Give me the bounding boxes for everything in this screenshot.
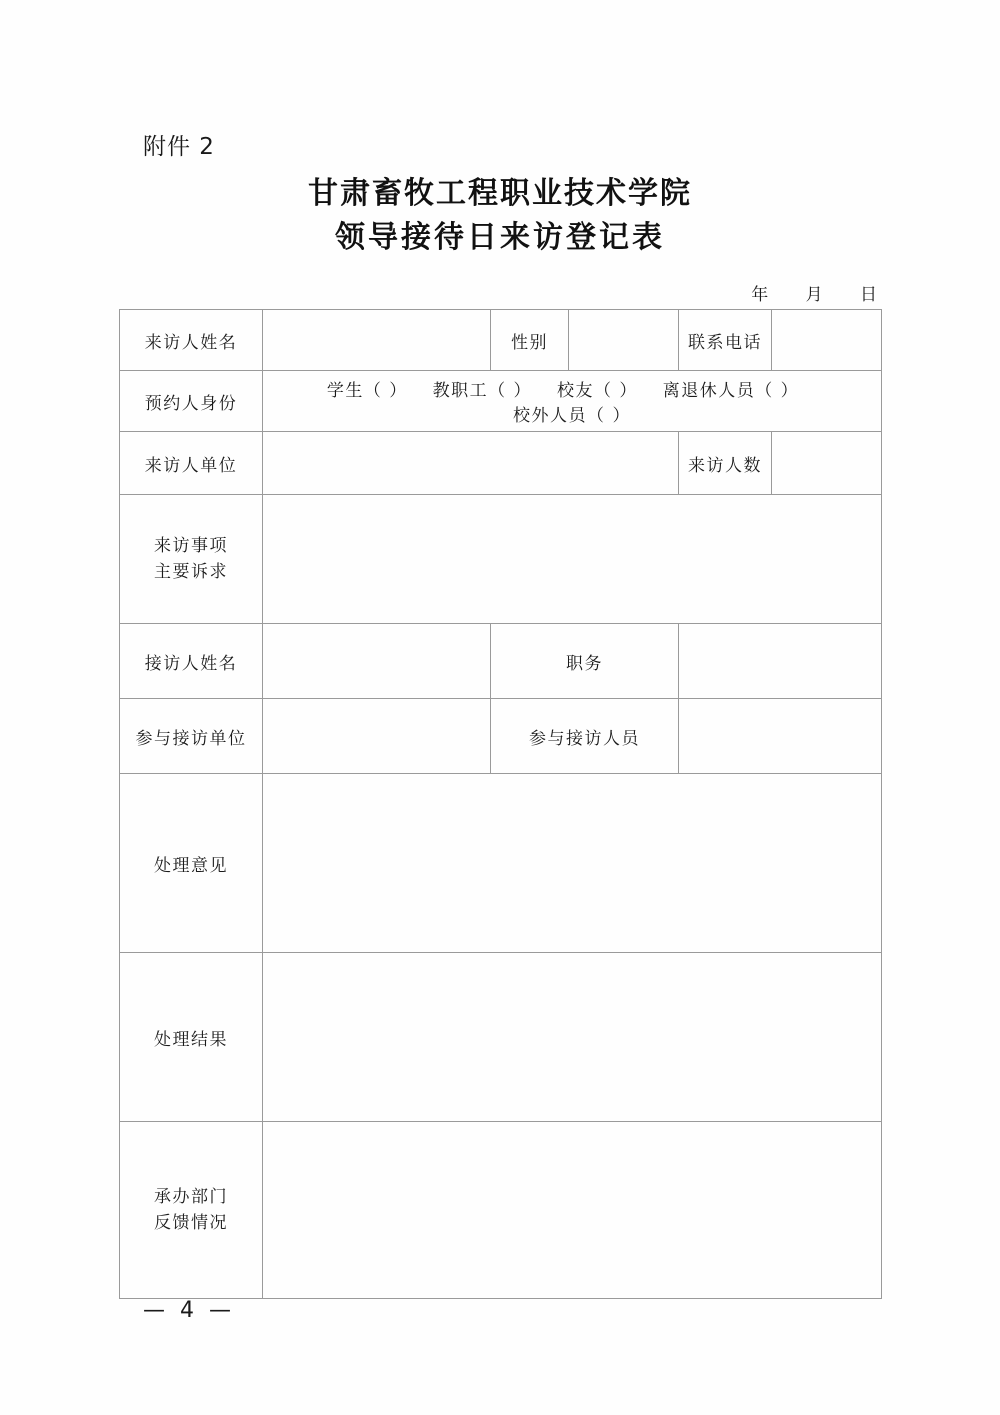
visitor-name-field[interactable] [263, 310, 491, 371]
visit-matter-label [120, 495, 263, 624]
receiver-name-label: 接访人姓名 [120, 624, 263, 699]
attachment-label: 附件 2 [143, 134, 215, 160]
page-number: — 4 — [143, 1298, 235, 1323]
department-feedback-label-line-2: 反馈情况 [154, 1213, 228, 1233]
position-field[interactable] [679, 624, 882, 699]
visitor-count-label: 来访人数 [679, 432, 772, 495]
phone-label: 联系电话 [679, 310, 772, 371]
table-row [120, 953, 882, 1122]
visitor-name-label: 来访人姓名 [120, 310, 263, 371]
gender-field[interactable] [569, 310, 679, 371]
visitor-unit-label: 来访人单位 [120, 432, 263, 495]
handling-result-field[interactable] [263, 953, 882, 1122]
identity-label: 预约人身份 [120, 371, 263, 432]
identity-options-cell[interactable] [263, 371, 882, 432]
table-row [120, 624, 882, 699]
title-line-1: 甘肃畜牧工程职业技术学院 [308, 176, 692, 211]
department-feedback-label [120, 1122, 263, 1299]
table-row [120, 371, 882, 432]
visit-matter-label-line-2: 主要诉求 [154, 562, 228, 582]
phone-field[interactable] [772, 310, 882, 371]
participating-unit-field[interactable] [263, 699, 491, 774]
participating-unit-label: 参与接访单位 [120, 699, 263, 774]
department-feedback-label-line-1: 承办部门 [154, 1187, 228, 1207]
visit-registration-table [119, 309, 882, 1299]
date-line [751, 280, 878, 305]
gender-label: 性别 [491, 310, 569, 371]
page-title [0, 172, 1000, 260]
title-line-2: 领导接待日来访登记表 [335, 220, 665, 255]
table-row [120, 774, 882, 953]
handling-opinion-field[interactable] [263, 774, 882, 953]
participating-staff-label: 参与接访人员 [491, 699, 679, 774]
department-feedback-field[interactable] [263, 1122, 882, 1299]
visitor-count-field[interactable] [772, 432, 882, 495]
table-row [120, 432, 882, 495]
receiver-name-field[interactable] [263, 624, 491, 699]
date-month-label: 月 [805, 285, 824, 305]
visit-matter-field[interactable] [263, 495, 882, 624]
table-row [120, 1122, 882, 1299]
table-row [120, 310, 882, 371]
visit-matter-label-line-1: 来访事项 [154, 536, 228, 556]
identity-option-alumni[interactable]: 校友（ ） [556, 381, 638, 401]
identity-option-student[interactable]: 学生（ ） [326, 381, 408, 401]
identity-option-retired[interactable]: 离退休人员（ ） [662, 381, 800, 401]
handling-opinion-label: 处理意见 [120, 774, 263, 953]
table-row [120, 495, 882, 624]
identity-option-outsider[interactable]: 校外人员（ ） [513, 406, 631, 426]
position-label: 职务 [491, 624, 679, 699]
identity-option-staff[interactable]: 教职工（ ） [432, 381, 533, 401]
table-row [120, 699, 882, 774]
participating-staff-field[interactable] [679, 699, 882, 774]
handling-result-label: 处理结果 [120, 953, 263, 1122]
date-year-label: 年 [751, 285, 770, 305]
visitor-unit-field[interactable] [263, 432, 679, 495]
date-day-label: 日 [860, 285, 878, 305]
